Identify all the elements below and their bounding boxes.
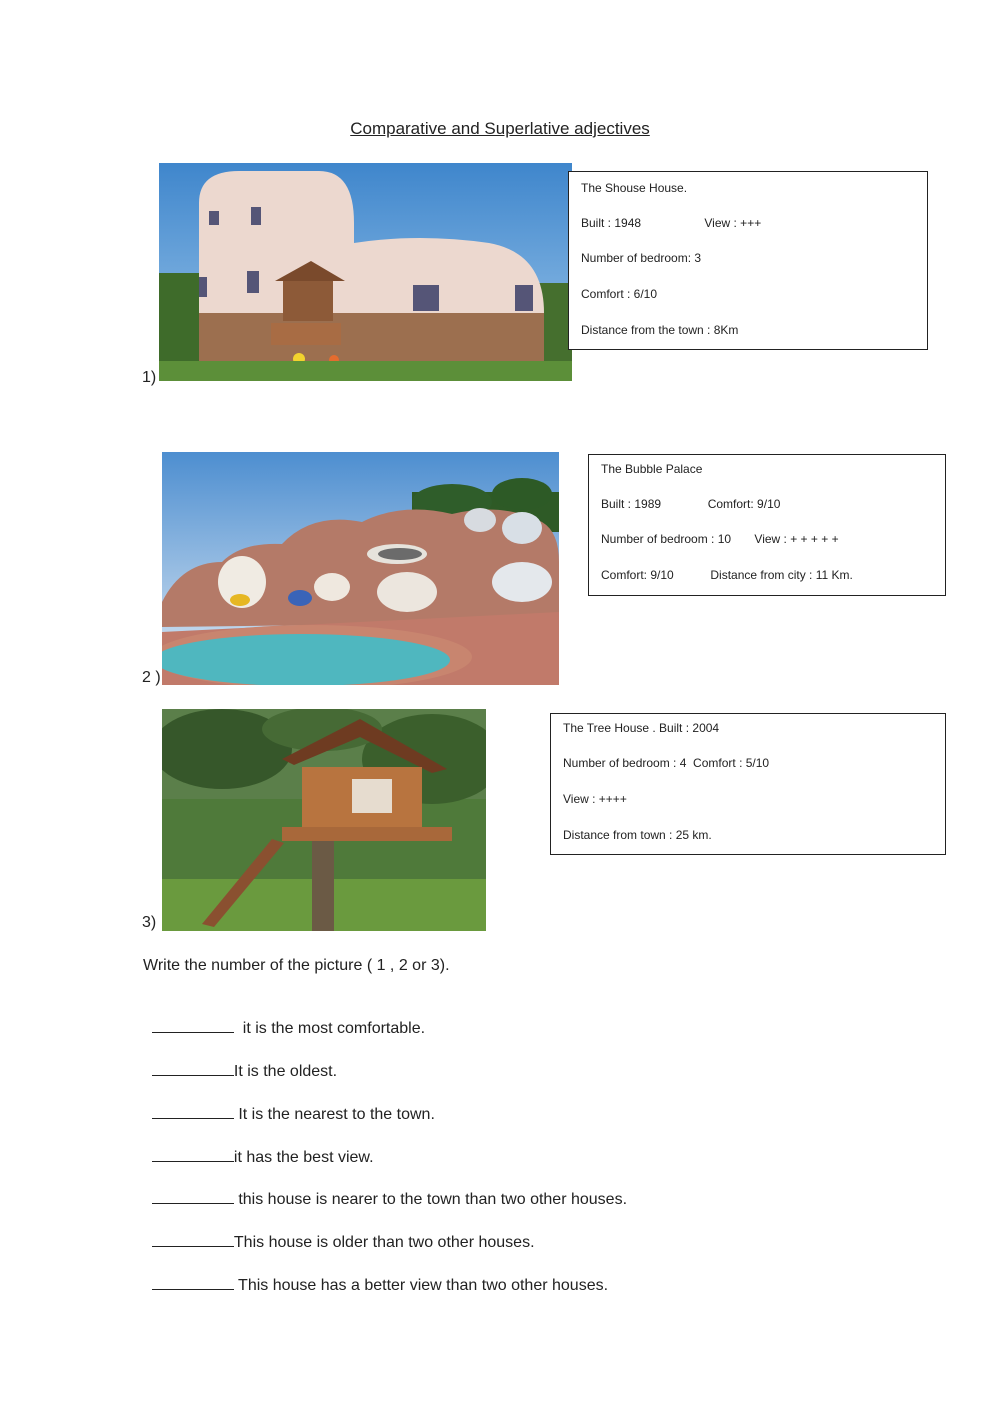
answer-blank[interactable] [152, 1275, 234, 1290]
answer-blank[interactable] [152, 1018, 234, 1033]
info-line: Distance from the town : 8Km [581, 323, 739, 337]
info-line: Comfort: 9/10 Distance from city : 11 Km. [601, 568, 853, 582]
answer-blank[interactable] [152, 1147, 234, 1162]
question-row [143, 1257, 608, 1295]
info-line: Number of bedroom : 4 Comfort : 5/10 [563, 756, 770, 770]
answer-blank[interactable] [152, 1232, 234, 1247]
picture-number-2: 2 ) [142, 669, 161, 686]
question-text: It is the nearest to the town. [233, 1106, 435, 1123]
picture-number-3: 3) [142, 914, 157, 931]
answer-blank[interactable] [152, 1061, 234, 1076]
info-line: Number of bedroom : 10 View : + + + + + [601, 532, 839, 546]
answer-blank[interactable] [152, 1189, 234, 1204]
shoe-house-info-box [568, 171, 928, 350]
tree-house-info-box [550, 713, 946, 855]
question-row [143, 1129, 374, 1167]
tree-house-photo [162, 709, 486, 931]
instruction: Write the number of the picture ( 1 , 2 or 3). [143, 957, 450, 974]
question-text: It is the oldest. [233, 1063, 338, 1080]
question-text: This house has a better view than two other houses. [233, 1277, 609, 1294]
question-text: it has the best view. [233, 1149, 374, 1166]
page-title: Comparative and Superlative adjectives [350, 119, 650, 138]
answer-blank[interactable] [152, 1104, 234, 1119]
question-text: This house is older than two other houses. [233, 1234, 535, 1251]
question-text: it is the most comfortable. [233, 1020, 426, 1037]
bubble-palace-info-box [588, 454, 946, 596]
info-line: Built : 1989 Comfort: 9/10 [601, 497, 781, 511]
picture-number-1: 1) [142, 369, 157, 386]
info-line: The Tree House . Built : 2004 [563, 721, 720, 735]
question-row [143, 1000, 425, 1038]
info-line: Number of bedroom: 3 [581, 251, 702, 265]
question-row [143, 1043, 337, 1081]
info-line: Comfort : 6/10 [581, 287, 658, 301]
info-line: The Shouse House. [581, 181, 688, 195]
info-line: Distance from town : 25 km. [563, 828, 712, 842]
shoe-house-photo [159, 163, 572, 381]
question-row [143, 1214, 535, 1252]
question-text: this house is nearer to the town than two other houses. [233, 1191, 628, 1208]
info-line: The Bubble Palace [601, 462, 703, 476]
question-row [143, 1171, 627, 1209]
info-line: Built : 1948 View : +++ [581, 216, 762, 230]
question-row [143, 1086, 435, 1124]
info-line: View : ++++ [563, 792, 627, 806]
bubble-palace-photo [162, 452, 559, 685]
